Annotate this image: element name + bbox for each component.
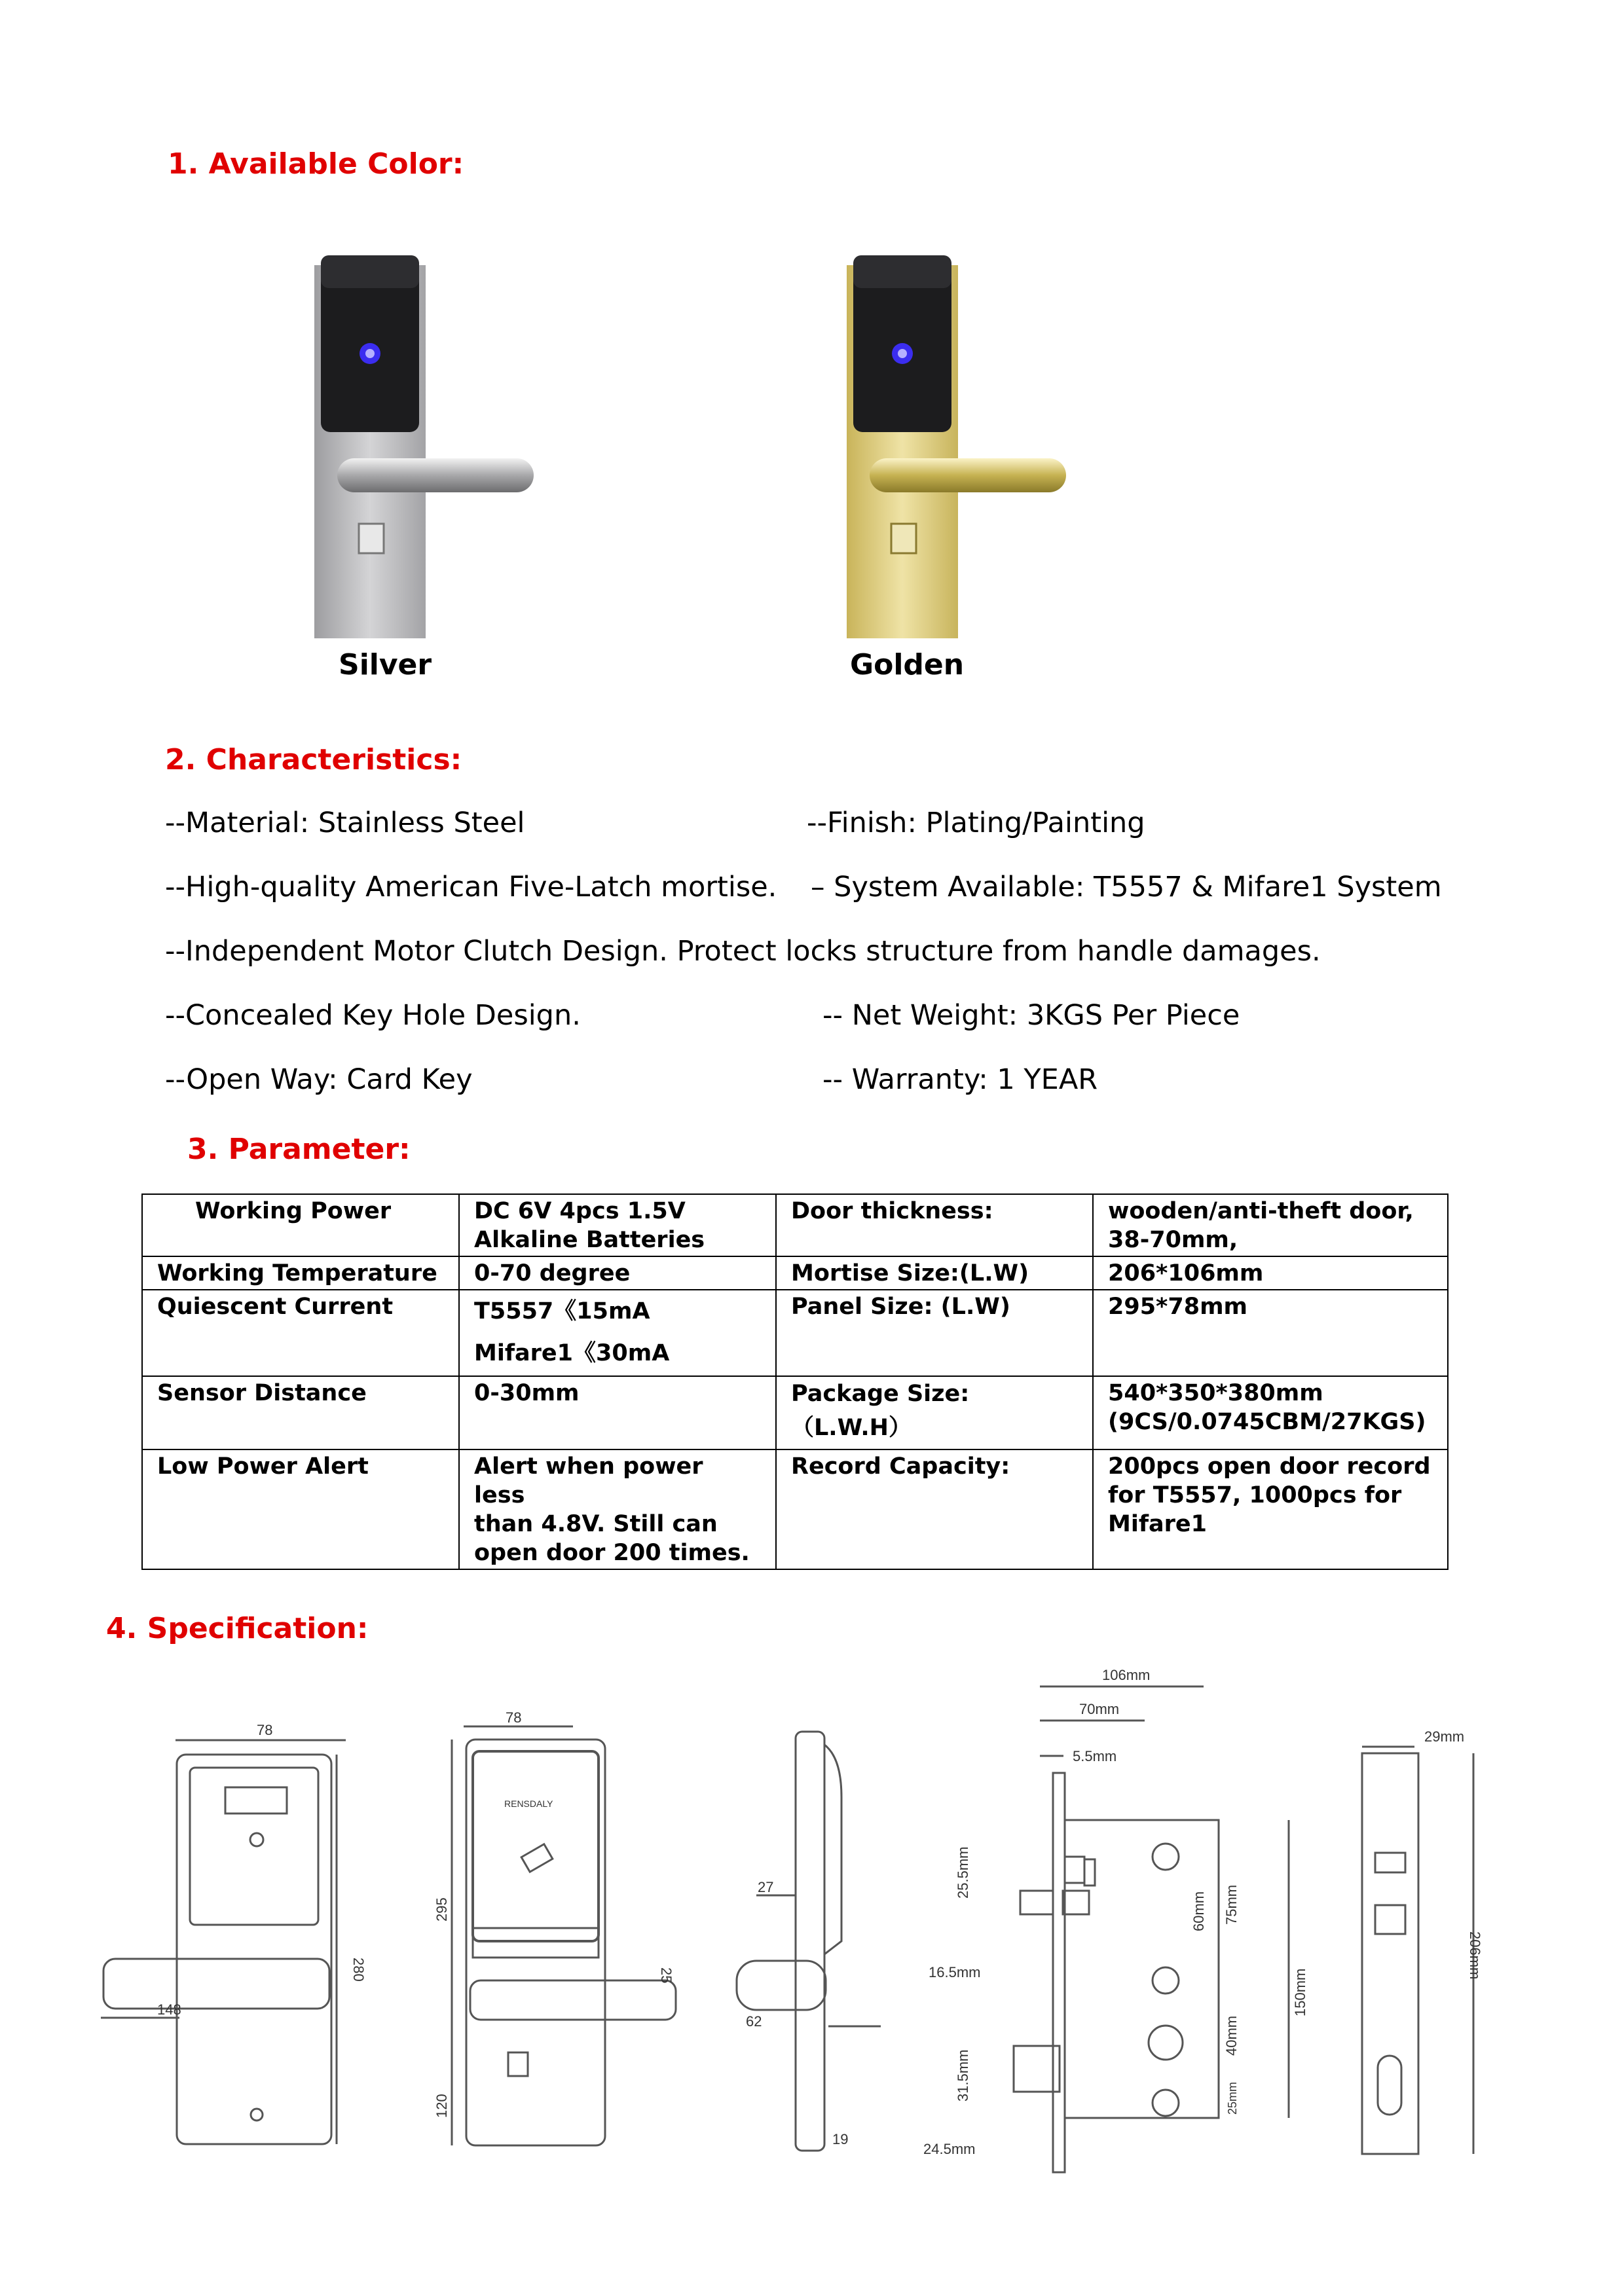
dim-reader-width: 78 [506, 1712, 522, 1726]
reader-panel-drawing [432, 1712, 694, 2164]
cell-text: Low Power Alert [157, 1453, 369, 1480]
char-material: --Material: Stainless Steel [165, 807, 525, 839]
dim-side-handle: 62 [746, 2013, 762, 2030]
golden-label: Golden [850, 648, 965, 682]
char-open-way: --Open Way: Card Key [165, 1063, 473, 1096]
table-row [142, 1194, 1448, 1256]
cell-text: 295*78mm [1108, 1294, 1248, 1320]
char-warranty: -- Warranty: 1 YEAR [822, 1063, 1098, 1096]
char-system: – System Available: T5557 & Mifare1 System [811, 871, 1442, 903]
specification-heading: 4. Specification: [106, 1612, 369, 1645]
cell-text: 540*350*380mm [1108, 1380, 1323, 1406]
cell-text: wooden/anti-theft door, [1108, 1198, 1414, 1224]
table-cell [776, 1194, 1093, 1256]
table-cell [459, 1376, 776, 1449]
reader-logo: RENSDALY [504, 1798, 553, 1809]
dim-mortise-150: 150mm [1292, 1968, 1308, 2016]
table-cell [776, 1449, 1093, 1569]
char-keyhole: --Concealed Key Hole Design. [165, 999, 581, 1032]
dim-mortise-75: 75mm [1223, 1884, 1240, 1925]
cell-text: Working Power [195, 1198, 392, 1224]
cell-text: Record Capacity: [791, 1453, 1010, 1480]
cell-text: （L.W.H） [791, 1415, 912, 1441]
table-cell [776, 1290, 1093, 1376]
side-view-drawing [717, 1719, 894, 2164]
dim-mortise-106: 106mm [1102, 1667, 1151, 1683]
char-finish: --Finish: Plating/Painting [807, 807, 1145, 839]
front-panel-drawing [92, 1722, 367, 2154]
cell-text: Sensor Distance [157, 1380, 367, 1406]
table-row [142, 1256, 1448, 1290]
face-plate-drawing [1356, 1722, 1493, 2167]
table-cell [459, 1256, 776, 1290]
cell-text: 0-30mm [474, 1380, 580, 1406]
table-cell [142, 1376, 459, 1449]
golden-lock-image [840, 252, 1089, 638]
table-row [142, 1449, 1448, 1569]
table-row [142, 1376, 1448, 1449]
cell-text: 0-70 degree [474, 1260, 631, 1286]
cell-text: 200pcs open door record [1108, 1453, 1431, 1480]
cell-text: Alert when power less [474, 1453, 703, 1508]
table-cell [1093, 1194, 1448, 1256]
cell-text: T5557《15mA [474, 1298, 650, 1324]
cell-text: DC 6V 4pcs 1.5V [474, 1198, 686, 1224]
dim-mortise-40: 40mm [1223, 2015, 1240, 2056]
dim-side-top: 27 [758, 1879, 774, 1895]
table-cell [459, 1290, 776, 1376]
cell-text: Mortise Size:(L.W) [791, 1260, 1029, 1286]
table-cell [1093, 1376, 1448, 1449]
dim-mortise-25: 25mm [1226, 2081, 1239, 2115]
cell-text: Package Size: [791, 1381, 970, 1407]
dim-front-width: 78 [257, 1722, 273, 1738]
table-cell [142, 1256, 459, 1290]
char-weight: -- Net Weight: 3KGS Per Piece [822, 999, 1240, 1032]
dim-side-bottom: 19 [832, 2131, 849, 2147]
table-cell [459, 1194, 776, 1256]
table-cell [459, 1449, 776, 1569]
table-cell [142, 1194, 459, 1256]
dim-mortise-60: 60mm [1190, 1891, 1207, 1931]
table-row [142, 1290, 1448, 1376]
dim-mortise-25-5: 25.5mm [955, 1846, 971, 1899]
table-cell [1093, 1290, 1448, 1376]
cell-text: Door thickness: [791, 1198, 993, 1224]
cell-text: Quiescent Current [157, 1294, 394, 1320]
parameter-heading: 3. Parameter: [187, 1133, 411, 1166]
table-cell [776, 1376, 1093, 1449]
table-cell [1093, 1449, 1448, 1569]
cell-text: Working Temperature [157, 1260, 437, 1286]
cell-text: open door 200 times. [474, 1540, 750, 1566]
dim-mortise-70: 70mm [1079, 1701, 1120, 1717]
cell-text: 206*106mm [1108, 1260, 1264, 1286]
characteristics-heading: 2. Characteristics: [165, 743, 462, 776]
cell-text: (9CS/0.0745CBM/27KGS) [1108, 1409, 1426, 1435]
parameter-table [141, 1194, 1449, 1570]
mortise-drawing [915, 1663, 1338, 2187]
dim-reader-height: 295 [434, 1897, 450, 1922]
table-cell [1093, 1256, 1448, 1290]
char-motor: --Independent Motor Clutch Design. Protect locks structure from handle damages. [165, 935, 1321, 968]
cell-text: Mifare1《30mA [474, 1340, 670, 1366]
available-color-heading: 1. Available Color: [168, 147, 464, 181]
cell-text: Alkaline Batteries [474, 1227, 705, 1253]
dim-mortise-24-5: 24.5mm [923, 2141, 976, 2157]
dim-front-height: 280 [350, 1958, 367, 1982]
table-cell [142, 1290, 459, 1376]
cell-text: Panel Size: (L.W) [791, 1294, 1010, 1320]
table-cell [776, 1256, 1093, 1290]
dim-plate-height: 206mm [1467, 1931, 1483, 1980]
cell-text: 38-70mm, [1108, 1227, 1238, 1253]
silver-lock-image [308, 252, 557, 638]
dim-mortise-31-5: 31.5mm [955, 2049, 971, 2102]
dim-reader-handle: 25 [658, 1967, 674, 1984]
dim-plate-width: 29mm [1424, 1728, 1465, 1745]
silver-label: Silver [339, 648, 432, 682]
table-cell [142, 1449, 459, 1569]
dim-mortise-5-5: 5.5mm [1073, 1748, 1117, 1764]
dim-front-handle: 148 [157, 2001, 181, 2018]
cell-text: Mifare1 [1108, 1511, 1208, 1537]
char-mortise: --High-quality American Five-Latch mortise. [165, 871, 777, 903]
dim-reader-lower: 120 [434, 2094, 450, 2118]
cell-text: for T5557, 1000pcs for [1108, 1482, 1402, 1508]
dim-mortise-16-5: 16.5mm [929, 1964, 981, 1980]
cell-text: than 4.8V. Still can [474, 1511, 718, 1537]
